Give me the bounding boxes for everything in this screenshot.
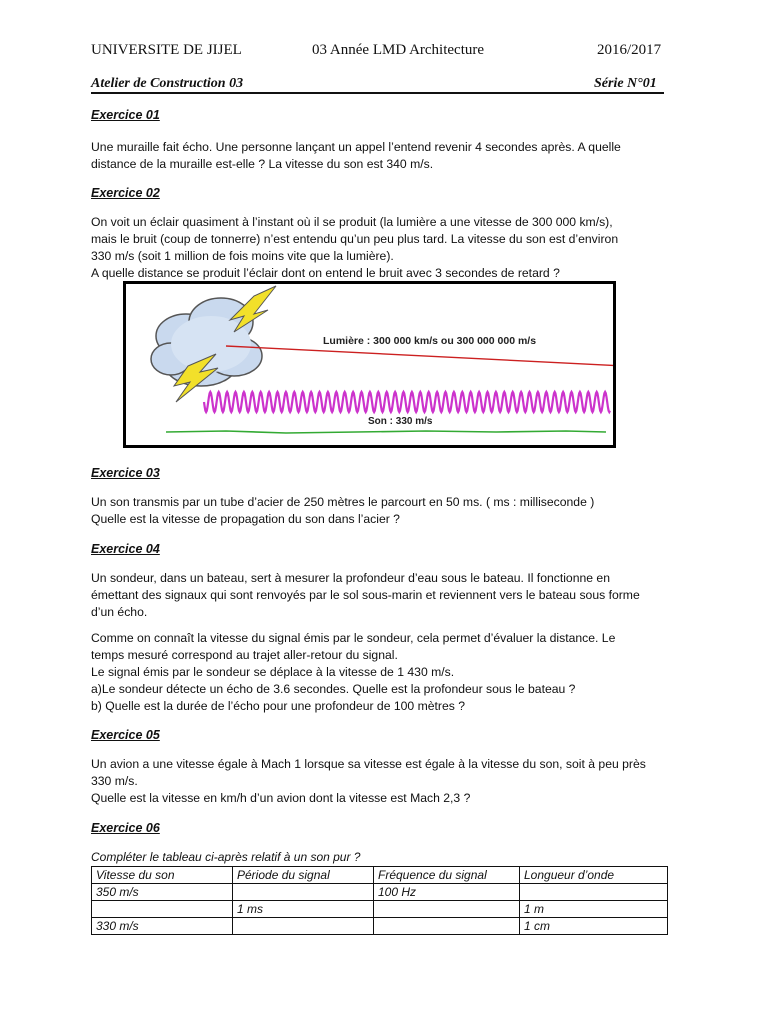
table-cell: 1 ms [233, 901, 374, 918]
text-line: Une muraille fait écho. Une personne lançant un appel l’entend revenir 4 secondes après. A quelle [91, 140, 621, 154]
text-line: émettant des signaux qui sont renvoyés par le sol sous-marin et reviennent vers le bateau sous forme [91, 588, 640, 602]
exercise-5-text [91, 756, 677, 807]
text-line: Un son transmis par un tube d’acier de 250 mètres le parcourt en 50 ms. ( ms : milliseconde ) [91, 495, 595, 509]
exercise-2-text [91, 214, 677, 282]
series-number: Série N°01 [594, 76, 657, 91]
table-cell [520, 884, 668, 901]
text-line: temps mesuré correspond au trajet aller-retour du signal. [91, 648, 398, 662]
header-rule [91, 92, 664, 94]
text-line: b) Quelle est la durée de l’écho pour une profondeur de 100 mètres ? [91, 699, 465, 713]
program-name: 03 Année LMD Architecture [312, 42, 485, 58]
sound-speed-label: Son : 330 m/s [368, 416, 433, 427]
table-header-cell: Vitesse du son [92, 867, 233, 884]
table-row [92, 901, 668, 918]
table-cell: 1 cm [520, 918, 668, 935]
text-line: mais le bruit (coup de tonnerre) n’est entendu qu’un peu plus tard. La vitesse du son est d’environ [91, 232, 619, 246]
text-line: A quelle distance se produit l’éclair dont on entend le bruit avec 3 secondes de retard ? [91, 266, 560, 280]
text-line: Quelle est la vitesse de propagation du son dans l’acier ? [91, 512, 400, 526]
table-cell: 350 m/s [92, 884, 233, 901]
table-cell [374, 918, 520, 935]
exercise-2-title: Exercice 02 [91, 186, 160, 200]
light-ray-arrow [226, 346, 613, 366]
text-line: Un sondeur, dans un bateau, sert à mesurer la profondeur d’eau sous le bateau. Il fonctionne en [91, 571, 610, 585]
academic-year: 2016/2017 [597, 42, 662, 58]
text-line: 330 m/s (soit 1 million de fois moins vite que la lumière). [91, 249, 394, 263]
text-line: Le signal émis par le sondeur se déplace à la vitesse de 1 430 m/s. [91, 665, 455, 679]
table-cell [233, 884, 374, 901]
exercise-6-title: Exercice 06 [91, 821, 160, 835]
sound-wave [204, 392, 610, 412]
sound-table [91, 866, 668, 935]
table-header-cell: Fréquence du signal [374, 867, 520, 884]
text-line: a)Le sondeur détecte un écho de 3.6 secondes. Quelle est la profondeur sous le bateau ? [91, 682, 576, 696]
table-row [92, 884, 668, 901]
lightning-figure [123, 281, 616, 448]
table-header-cell: Période du signal [233, 867, 374, 884]
table-row [92, 918, 668, 935]
text-line: d’un écho. [91, 605, 148, 619]
text-line: On voit un éclair quasiment à l’instant où il se produit (la lumière a une vitesse de 300 000 km/s), [91, 215, 613, 229]
table-instruction: Compléter le tableau ci-après relatif à un son pur ? [91, 850, 361, 864]
course-title: Atelier de Construction 03 [91, 76, 244, 91]
text-line: distance de la muraille est-elle ? La vitesse du son est 340 m/s. [91, 157, 434, 171]
text-line: Quelle est la vitesse en km/h d’un avion dont la vitesse est Mach 2,3 ? [91, 791, 471, 805]
exercise-4-title: Exercice 04 [91, 542, 160, 556]
light-speed-label: Lumière : 300 000 km/s ou 300 000 000 m/s [323, 335, 537, 347]
table-header-row [92, 867, 668, 884]
table-cell: 330 m/s [92, 918, 233, 935]
ground-line [166, 431, 606, 433]
exercise-5-title: Exercice 05 [91, 728, 160, 742]
table-cell: 1 m [520, 901, 668, 918]
exercise-3-title: Exercice 03 [91, 466, 160, 480]
exercise-4-paragraph-2 [91, 630, 677, 715]
lightning-illustration [126, 284, 613, 445]
university-name: UNIVERSITE DE JIJEL [91, 42, 242, 58]
exercise-4-paragraph-1 [91, 570, 677, 621]
table-cell [92, 901, 233, 918]
text-line: 330 m/s. [91, 774, 138, 788]
text-line: Un avion a une vitesse égale à Mach 1 lorsque sa vitesse est égale à la vitesse du son, soit à peu près [91, 757, 646, 771]
text-line: Comme on connaît la vitesse du signal émis par le sondeur, cela permet d’évaluer la distance. Le [91, 631, 616, 645]
exercise-1-text [91, 139, 677, 173]
table-header-cell: Longueur d’onde [520, 867, 668, 884]
exercise-3-text [91, 494, 677, 528]
exercise-1-title: Exercice 01 [91, 108, 160, 122]
table-cell: 100 Hz [374, 884, 520, 901]
table-cell [233, 918, 374, 935]
table-cell [374, 901, 520, 918]
